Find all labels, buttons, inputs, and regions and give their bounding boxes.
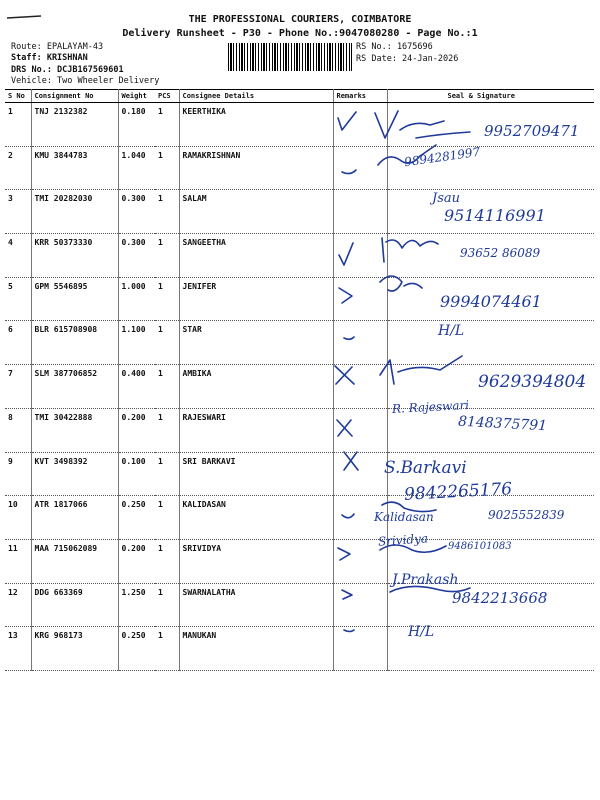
row-consignee: SRIVIDYA [179, 539, 333, 583]
row-sno: 5 [5, 277, 31, 321]
tick-mark [338, 112, 356, 130]
row-sno: 9 [5, 452, 31, 496]
row-consignment: TNJ 2132382 [31, 103, 118, 147]
handwritten-signature: J.Prakash [392, 572, 459, 588]
row-consignment: DDG 663369 [31, 583, 118, 627]
row-consignment: KRG 968173 [31, 627, 118, 671]
row-sno: 8 [5, 408, 31, 452]
signature-scribble [382, 238, 438, 262]
row-consignment: KRR 50373330 [31, 234, 118, 278]
company-title: THE PROFESSIONAL COURIERS, COIMBATORE [188, 14, 412, 25]
cross-mark [344, 452, 358, 470]
row-pcs: 1 [155, 365, 179, 409]
row-consignment: ATR 1817066 [31, 496, 118, 540]
row-pcs: 1 [155, 539, 179, 583]
tick-mark [339, 288, 352, 303]
cross-mark [337, 420, 352, 436]
row-weight: 0.200 [118, 539, 155, 583]
signature-scribble [380, 356, 462, 384]
row-weight: 0.100 [118, 452, 155, 496]
tick-mark [342, 170, 356, 174]
col-weight: Weight [118, 90, 155, 103]
row-sno: 13 [5, 627, 31, 671]
row-weight: 1.000 [118, 277, 155, 321]
row-sno: 3 [5, 190, 31, 234]
row-consignment: MAA 715062089 [31, 539, 118, 583]
row-sno: 10 [5, 496, 31, 540]
row-sno: 2 [5, 146, 31, 190]
handwritten-signature: S.Barkavi [384, 458, 467, 478]
handwritten-signature: Srividya [377, 531, 429, 549]
row-weight: 1.100 [118, 321, 155, 365]
row-weight: 0.180 [118, 103, 155, 147]
row-consignee: MANUKAN [179, 627, 333, 671]
row-consignee: RAJESWARI [179, 408, 333, 452]
row-pcs: 1 [155, 190, 179, 234]
row-consignment: KMU 3844783 [31, 146, 118, 190]
row-weight: 0.400 [118, 365, 155, 409]
handwritten-phone: 9514116991 [444, 206, 546, 225]
row-weight: 0.250 [118, 496, 155, 540]
row-sno: 7 [5, 365, 31, 409]
row-pcs: 1 [155, 496, 179, 540]
tick-mark [342, 590, 352, 599]
row-consignee: SALAM [179, 190, 333, 234]
row-pcs: 1 [155, 234, 179, 278]
handwritten-phone: 9486101083 [448, 541, 512, 552]
col-sno: S No [5, 90, 31, 103]
row-sno: 1 [5, 103, 31, 147]
row-consignee: AMBIKA [179, 365, 333, 409]
col-remarks: Remarks [333, 90, 387, 103]
row-consignee: RAMAKRISHNAN [179, 146, 333, 190]
row-weight: 0.200 [118, 408, 155, 452]
row-consignee: STAR [179, 321, 333, 365]
vehicle-label: Vehicle: Two Wheeler Delivery [11, 76, 160, 86]
rs-number: RS No.: 1675696 [356, 42, 433, 52]
tick-mark [342, 514, 354, 518]
row-pcs: 1 [155, 146, 179, 190]
col-signature: Seal & Signature [387, 90, 594, 103]
row-sno: 11 [5, 539, 31, 583]
row-consignee: SANGEETHA [179, 234, 333, 278]
row-consignee: SRI BARKAVI [179, 452, 333, 496]
row-consignment: GPM 5546895 [31, 277, 118, 321]
row-consignment: TMI 30422888 [31, 408, 118, 452]
row-pcs: 1 [155, 277, 179, 321]
row-consignment: TMI 20282030 [31, 190, 118, 234]
col-pcs: PCS [155, 90, 179, 103]
row-pcs: 1 [155, 627, 179, 671]
handwritten-signature: R. Rajeswari [391, 397, 470, 417]
tick-mark [344, 337, 354, 339]
row-consignment: BLR 615708908 [31, 321, 118, 365]
tick-mark [338, 548, 350, 560]
row-weight: 1.040 [118, 146, 155, 190]
handwritten-signature: Jsau [432, 191, 461, 206]
handwritten-phone: 8148375791 [457, 413, 548, 435]
row-pcs: 1 [155, 103, 179, 147]
route-label: Route: EPALAYAM-43 [11, 42, 104, 52]
tick-mark [339, 243, 353, 265]
drs-label: DRS No.: DCJB167569601 [11, 65, 124, 75]
row-sno: 4 [5, 234, 31, 278]
handwritten-note: H/L [408, 624, 435, 640]
col-consignee: Consignee Details [179, 90, 333, 103]
row-weight: 1.250 [118, 583, 155, 627]
handwritten-phone: 9629394804 [478, 372, 587, 392]
row-weight: 0.300 [118, 234, 155, 278]
signature-scribble [380, 276, 422, 291]
row-consignment: SLM 387706852 [31, 365, 118, 409]
row-weight: 0.300 [118, 190, 155, 234]
row-consignee: KALIDASAN [179, 496, 333, 540]
handwritten-note: H/L [438, 323, 465, 339]
row-sno: 12 [5, 583, 31, 627]
handwritten-phone: 93652 86089 [460, 246, 541, 260]
row-pcs: 1 [155, 321, 179, 365]
row-sno: 6 [5, 321, 31, 365]
row-pcs: 1 [155, 408, 179, 452]
row-consignment: KVT 3498392 [31, 452, 118, 496]
handwritten-phone: 9025552839 [488, 508, 565, 522]
row-consignee: JENIFER [179, 277, 333, 321]
handwritten-phone: 9894281997 [403, 144, 481, 170]
row-pcs: 1 [155, 452, 179, 496]
handwritten-phone: 9842213668 [452, 589, 548, 607]
handwritten-phone: 9842265176 [403, 479, 513, 505]
handwritten-signature: Kalidasan [374, 510, 434, 524]
row-pcs: 1 [155, 583, 179, 627]
row-consignee: SWARNALATHA [179, 583, 333, 627]
tick-mark [344, 630, 354, 632]
handwritten-phone: 9952709471 [484, 122, 580, 140]
rs-date: RS Date: 24-Jan-2026 [356, 54, 459, 64]
col-consignment: Consignment No [31, 90, 118, 103]
cross-mark [335, 366, 354, 384]
signature-scribble [375, 111, 470, 138]
handwritten-phone: 9994074461 [440, 292, 542, 311]
staff-label: Staff: KRISHNAN [11, 53, 88, 63]
row-weight: 0.250 [118, 627, 155, 671]
row-consignee: KEERTHIKA [179, 103, 333, 147]
runsheet-subtitle: Delivery Runsheet - P30 - Phone No.:9047080280 - Page No.:1 [122, 28, 478, 39]
